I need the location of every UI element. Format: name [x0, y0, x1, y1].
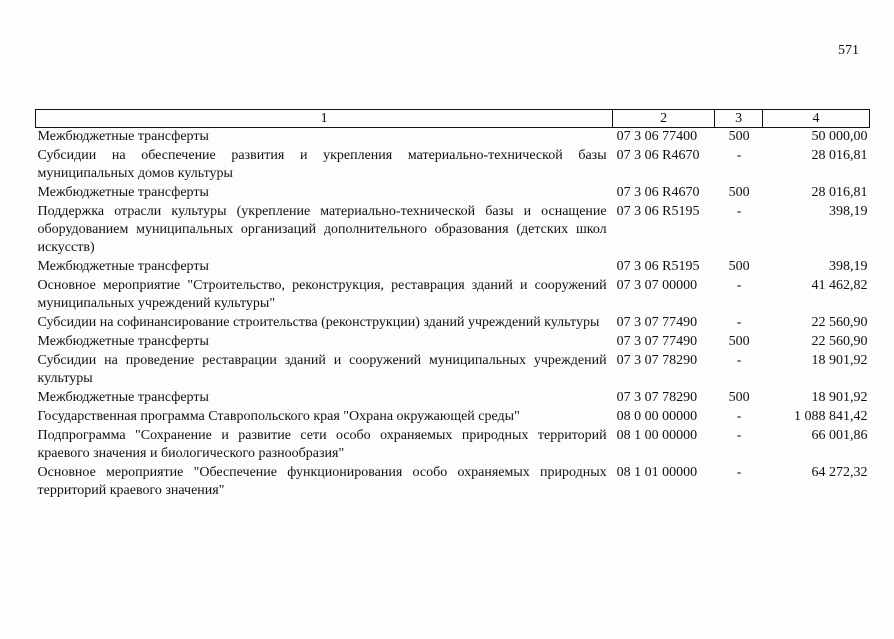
- column-header-3: 3: [715, 110, 763, 128]
- table-row: [36, 203, 870, 258]
- row-type: 500: [728, 259, 750, 274]
- row-amount: 28 016,81: [811, 185, 868, 200]
- row-code: 07 3 07 00000: [616, 278, 698, 293]
- row-name: Подпрограмма "Сохранение и развитие сети особо охраняемых природных территорий краевого значения и биологического разнообразия": [37, 428, 607, 461]
- row-type: -: [736, 465, 742, 480]
- table-row: [36, 352, 870, 389]
- table-row: [36, 277, 870, 314]
- table-row: [36, 128, 870, 148]
- row-amount: 398,19: [829, 259, 868, 274]
- column-header-4: 4: [763, 110, 870, 128]
- table-row: [36, 147, 870, 184]
- budget-table: [35, 109, 870, 501]
- row-code: 07 3 07 77490: [616, 315, 698, 330]
- row-code: 07 3 07 77490: [616, 334, 698, 349]
- table-row: [36, 389, 870, 408]
- row-amount: 66 001,86: [811, 428, 868, 443]
- column-header-1: 1: [36, 110, 613, 128]
- row-amount: 398,19: [829, 204, 868, 219]
- row-amount: 41 462,82: [811, 278, 868, 293]
- table-row: [36, 184, 870, 203]
- row-code: 08 1 01 00000: [616, 465, 698, 480]
- row-code: 07 3 06 77400: [616, 129, 698, 144]
- row-name: Основное мероприятие "Строительство, реконструкция, реставрация зданий и сооружений муниципальных учреждений культуры": [37, 278, 607, 311]
- row-type: -: [736, 315, 742, 330]
- row-type: -: [736, 204, 742, 219]
- row-type: -: [736, 409, 742, 424]
- row-amount: 18 901,92: [811, 390, 868, 405]
- row-code: 07 3 06 R4670: [616, 185, 700, 200]
- row-amount: 28 016,81: [811, 148, 868, 163]
- row-type: 500: [728, 129, 750, 144]
- row-name: Межбюджетные трансферты: [37, 259, 209, 274]
- row-amount: 50 000,00: [811, 129, 868, 144]
- row-code: 07 3 07 78290: [616, 353, 698, 368]
- row-name: Межбюджетные трансферты: [37, 129, 209, 144]
- row-type: -: [736, 428, 742, 443]
- row-name: Государственная программа Ставропольского края "Охрана окружающей среды": [37, 409, 520, 424]
- row-name: Поддержка отрасли культуры (укрепление материально-технической базы и оснащение оборудованием муниципальных организаций дополнительного образования (детских школ искусств): [37, 204, 607, 255]
- row-type: -: [736, 278, 742, 293]
- row-name: Межбюджетные трансферты: [37, 334, 209, 349]
- row-name: Межбюджетные трансферты: [37, 185, 209, 200]
- table-row: [36, 408, 870, 427]
- row-name: Субсидии на обеспечение развития и укрепления материально-технической базы муниципальных домов культуры: [37, 148, 607, 181]
- row-name: Межбюджетные трансферты: [37, 390, 209, 405]
- row-type: 500: [728, 185, 750, 200]
- table-header-row: [36, 110, 870, 128]
- table-row: [36, 464, 870, 501]
- page-number: 571: [838, 43, 859, 58]
- row-code: 08 0 00 00000: [616, 409, 698, 424]
- column-header-2: 2: [613, 110, 715, 128]
- row-code: 08 1 00 00000: [616, 428, 698, 443]
- row-type: 500: [728, 334, 750, 349]
- row-amount: 64 272,32: [811, 465, 868, 480]
- row-name: Субсидии на софинансирование строительства (реконструкции) зданий учреждений культуры: [37, 315, 600, 330]
- table-row: [36, 427, 870, 464]
- row-type: -: [736, 148, 742, 163]
- table-row: [36, 258, 870, 277]
- table-row: [36, 333, 870, 352]
- row-type: -: [736, 353, 742, 368]
- row-type: 500: [728, 390, 750, 405]
- row-name: Основное мероприятие "Обеспечение функционирования особо охраняемых природных территорий краевого значения": [37, 465, 607, 498]
- row-code: 07 3 06 R4670: [616, 148, 700, 163]
- row-amount: 1 088 841,42: [794, 409, 868, 424]
- table-row: [36, 314, 870, 333]
- row-amount: 18 901,92: [811, 353, 868, 368]
- row-amount: 22 560,90: [811, 334, 868, 349]
- row-amount: 22 560,90: [811, 315, 868, 330]
- row-name: Субсидии на проведение реставрации зданий и сооружений муниципальных учреждений культуры: [37, 353, 607, 386]
- row-code: 07 3 06 R5195: [616, 204, 700, 219]
- row-code: 07 3 07 78290: [616, 390, 698, 405]
- row-code: 07 3 06 R5195: [616, 259, 700, 274]
